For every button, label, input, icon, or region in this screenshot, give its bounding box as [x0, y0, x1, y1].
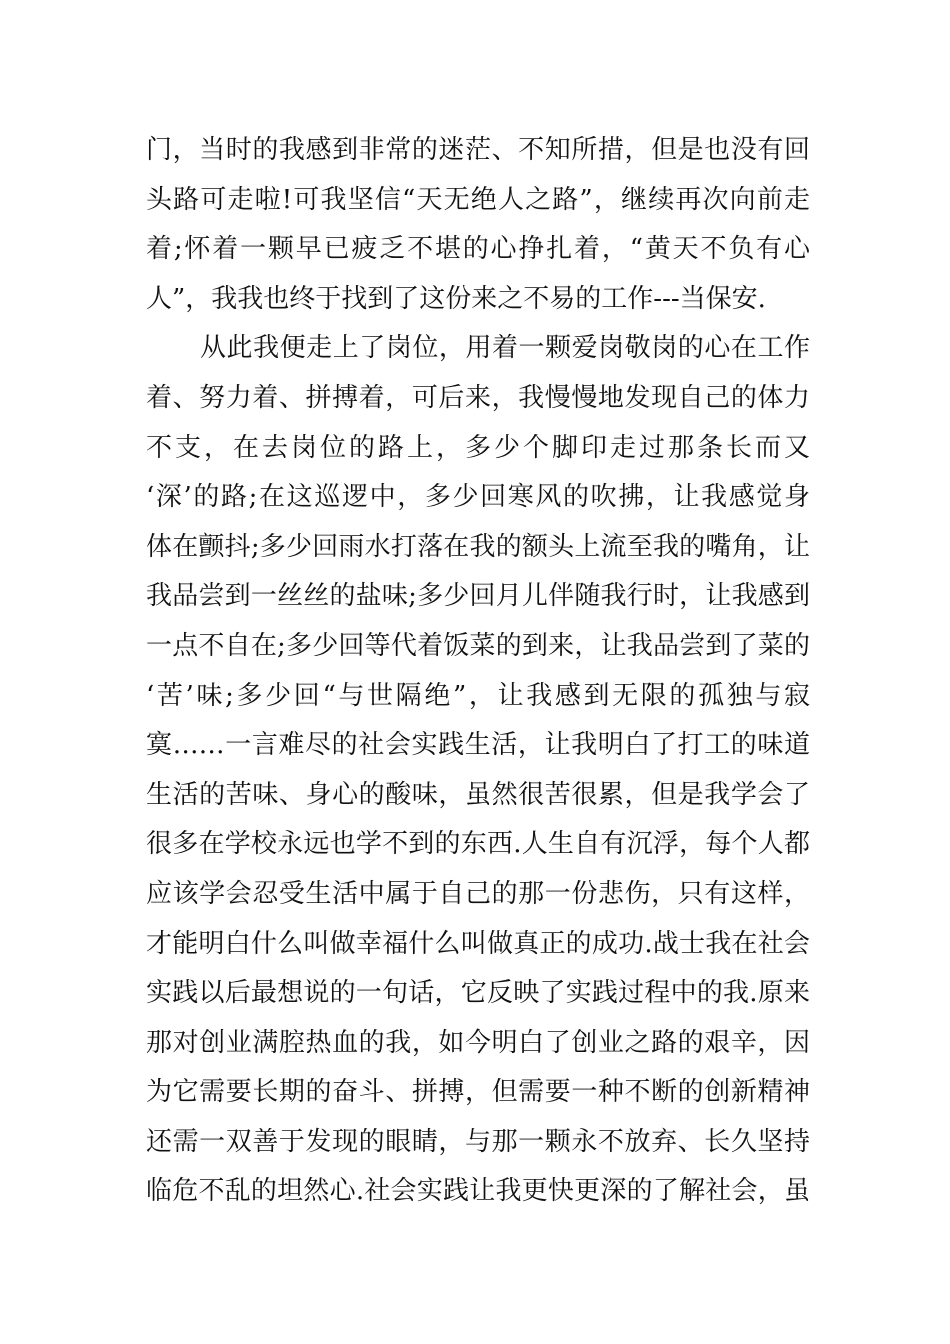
- body-text: [146, 126, 810, 1217]
- text-line: 生活的苦味、身心的酸味，虽然很苦很累，但是我学会了: [146, 779, 810, 810]
- text-line: 为它需要长期的奋斗、拼搏，但需要一种不断的创新精神: [146, 1077, 810, 1108]
- text-line: 一点不自在;多少回等代着饭菜的到来，让我品尝到了菜的: [146, 630, 810, 661]
- text-line: 体在颤抖;多少回雨水打落在我的额头上流至我的嘴角，让: [146, 531, 810, 562]
- text-line: 门，当时的我感到非常的迷茫、不知所措，但是也没有回: [146, 135, 810, 165]
- text-line: 应该学会忍受生活中属于自己的那一份悲伤，只有这样，: [146, 878, 810, 909]
- text-line: 临危不乱的坦然心.社会实践让我更快更深的了解社会，虽: [146, 1176, 810, 1207]
- text-line: 头路可走啦!可我坚信“天无绝人之路”，继续再次向前走: [146, 184, 810, 215]
- text-line: ‘深’的路;在这巡逻中，多少回寒风的吹拂，让我感觉身: [146, 482, 810, 513]
- text-line: 还需一双善于发现的眼睛，与那一颗永不放弃、长久坚持: [146, 1126, 810, 1157]
- text-line: ‘苦’味;多少回“与世隔绝”，让我感到无限的孤独与寂: [146, 680, 810, 711]
- text-line: 我品尝到一丝丝的盐味;多少回月儿伴随我行时，让我感到: [146, 581, 810, 612]
- text-line: 实践以后最想说的一句话，它反映了实践过程中的我.原来: [146, 978, 810, 1009]
- text-line: 着;怀着一颗早已疲乏不堪的心挣扎着，“黄天不负有心: [146, 234, 810, 265]
- text-line: 不支，在去岗位的路上，多少个脚印走过那条长而又: [146, 432, 810, 463]
- text-line: 寞……一言难尽的社会实践生活，让我明白了打工的味道: [146, 730, 810, 761]
- text-line: 才能明白什么叫做幸福什么叫做真正的成功.战士我在社会: [146, 928, 810, 959]
- text-line: 从此我便走上了岗位，用着一颗爱岗敬岗的心在工作: [200, 333, 810, 364]
- text-line: 着、努力着、拼搏着，可后来，我慢慢地发现自己的体力: [146, 382, 810, 413]
- text-line: 那对创业满腔热血的我，如今明白了创业之路的艰辛，因: [146, 1027, 810, 1058]
- text-line: 很多在学校永远也学不到的东西.人生自有沉浮，每个人都: [146, 829, 810, 860]
- text-line: 人”，我我也终于找到了这份来之不易的工作---当保安.: [146, 283, 766, 314]
